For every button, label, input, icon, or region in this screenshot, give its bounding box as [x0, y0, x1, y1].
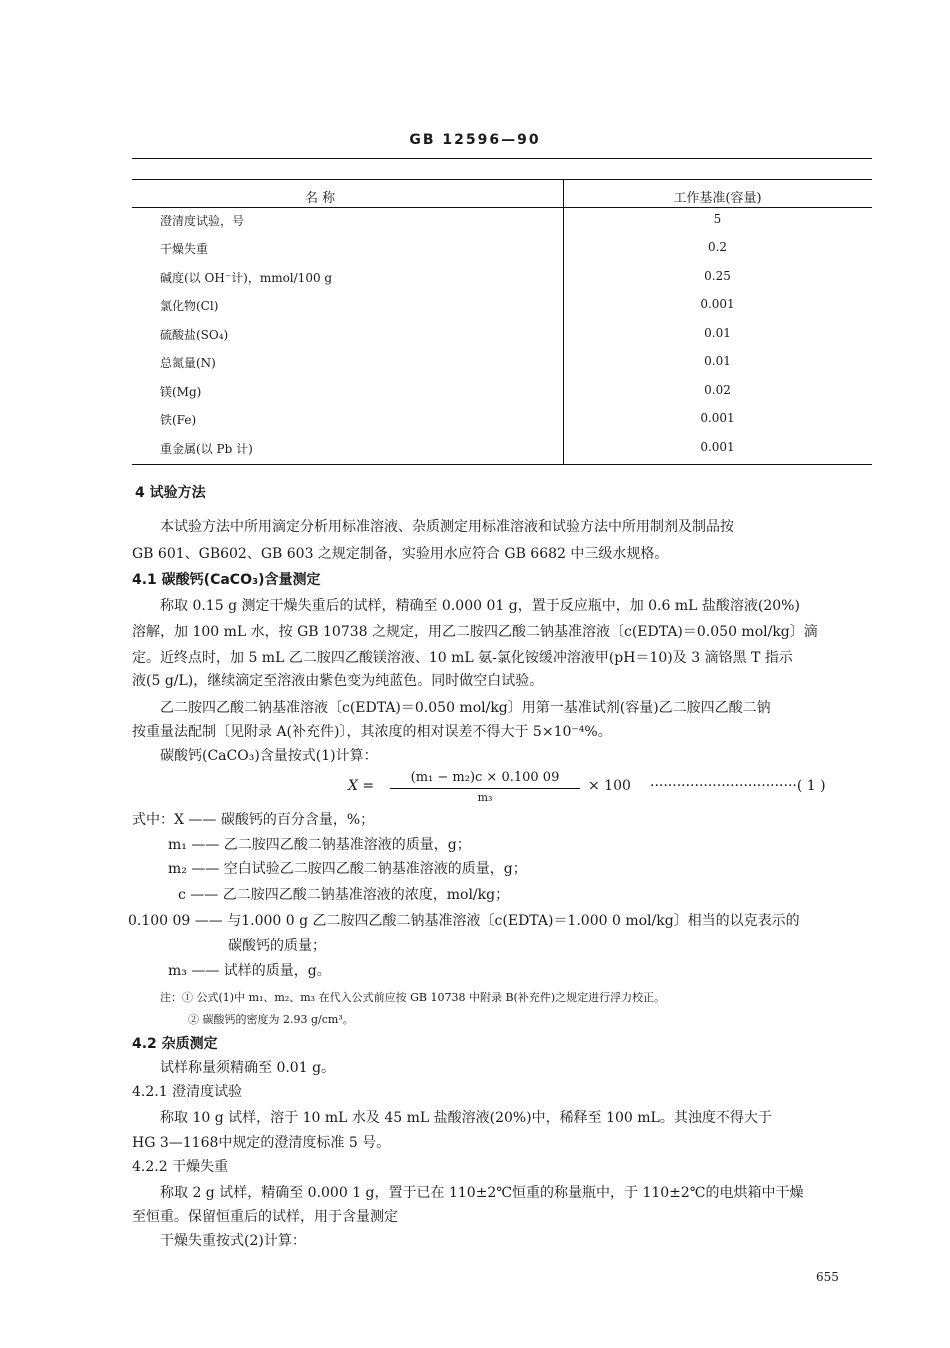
paragraph-line: 称取 10 g 试样，溶于 10 mL 水及 45 mL 盐酸溶液(20%)中，稀释至 100 mL。其浊度不得大于 [160, 1110, 772, 1126]
paragraph-line: 称取 2 g 试样，精确至 0.000 1 g，置于已在 110±2℃恒重的称量瓶中，于 110±2℃的电烘箱中干燥 [160, 1185, 804, 1201]
formula-lhs: X = [348, 778, 375, 794]
row-value: 0.01 [704, 326, 731, 340]
row-name: 重金属(以 Pb 计) [160, 442, 253, 456]
paragraph-line: 乙二胺四乙酸二钠基准溶液〔c(EDTA)＝0.050 mol/kg〕用第一基准试剂(容量)乙二胺四乙酸二钠 [160, 700, 771, 716]
paragraph-line: 干燥失重按式(2)计算： [160, 1233, 306, 1249]
row-name: 总氮量(N) [160, 356, 216, 370]
paragraph-line: HG 3—1168中规定的澄清度标准 5 号。 [132, 1135, 391, 1151]
section-4-2-1-heading: 4.2.1 澄清度试验 [132, 1084, 243, 1100]
formula-numerator: (m₁ − m₂)c × 0.100 09 [390, 770, 580, 789]
section-4-1-heading: 4.1 碳酸钙(CaCO₃)含量测定 [132, 572, 321, 588]
section-4-2-2-heading: 4.2.2 干燥失重 [132, 1159, 229, 1175]
table-header-name: 名 称 [305, 191, 336, 206]
page-number: 655 [816, 1270, 839, 1284]
row-value: 0.001 [700, 297, 735, 311]
row-name: 碱度(以 OH⁻计)，mmol/100 g [160, 271, 333, 285]
section-4-heading: 4 试验方法 [135, 485, 206, 501]
row-value: 0.001 [700, 440, 735, 454]
paragraph-line: 至恒重。保留恒重后的试样，用于含量测定 [132, 1209, 398, 1225]
paragraph-line: 试样称量须精确至 0.01 g。 [160, 1060, 336, 1076]
definition-m3: m₃ —— 试样的质量，g。 [168, 963, 331, 979]
row-value: 0.01 [704, 354, 731, 368]
definition-x: 式中：X —— 碳酸钙的百分含量，%； [132, 812, 375, 828]
section-4-paragraph-line: GB 601、GB602、GB 603 之规定制备，实验用水应符合 GB 6682 中三级水规格。 [132, 546, 669, 562]
row-name: 澄清度试验，号 [160, 214, 245, 228]
formula-fraction [390, 770, 580, 804]
header-rule [132, 158, 872, 159]
standard-header: GB 12596—90 [409, 132, 541, 148]
table-header-rule [132, 207, 872, 208]
row-value: 0.2 [707, 240, 728, 254]
row-name: 氯化物(Cl) [160, 299, 219, 313]
row-name: 干燥失重 [160, 242, 209, 256]
row-name: 铁(Fe) [160, 413, 197, 427]
section-4-2-heading: 4.2 杂质测定 [132, 1036, 218, 1052]
definition-constant-cont: 碳酸钙的质量； [228, 938, 326, 954]
row-value: 0.02 [704, 383, 731, 397]
note-2: ② 碳酸钙的密度为 2.93 g/cm³。 [188, 1013, 354, 1026]
formula-rhs: × 100 [588, 778, 631, 794]
section-4-paragraph-line: 本试验方法中所用滴定分析用标准溶液、杂质测定用标准溶液和试验方法中所用制剂及制品按 [160, 519, 734, 535]
formula-number: ·································( 1 ) [650, 778, 826, 794]
row-value: 0.25 [704, 269, 731, 283]
paragraph-line: 称取 0.15 g 测定干燥失重后的试样，精确至 0.000 01 g，置于反应瓶中，加 0.6 mL 盐酸溶液(20%) [160, 598, 800, 614]
paragraph-line: 液(5 g/L)，继续滴定至溶液由紫色变为纯蓝色。同时做空白试验。 [132, 673, 544, 689]
table-top-rule [132, 179, 872, 180]
definition-m2: m₂ —— 空白试验乙二胺四乙酸二钠基准溶液的质量，g； [168, 861, 527, 877]
definition-m1: m₁ —— 乙二胺四乙酸二钠基准溶液的质量，g； [168, 837, 471, 853]
table-bottom-rule [132, 464, 872, 465]
row-name: 镁(Mg) [160, 385, 202, 399]
definition-c: c —— 乙二胺四乙酸二钠基准溶液的浓度，mol/kg； [178, 887, 510, 903]
table-header-value: 工作基准(容量) [673, 191, 762, 206]
row-value: 0.001 [700, 411, 735, 425]
row-name: 硫酸盐(SO₄) [160, 328, 229, 342]
paragraph-line: 溶解，加 100 mL 水，按 GB 10738 之规定，用乙二胺四乙酸二钠基准溶液〔c(EDTA)＝0.050 mol/kg〕滴 [132, 624, 818, 640]
paragraph-line: 按重量法配制〔见附录 A(补充件)〕，其浓度的相对误差不得大于 5×10⁻⁴%。 [132, 724, 612, 740]
formula-denominator: m₃ [477, 791, 493, 804]
definition-constant: 0.100 09 —— 与1.000 0 g 乙二胺四乙酸二钠基准溶液〔c(EDTA)＝1.000 0 mol/kg〕相当的以克表示的 [128, 913, 800, 929]
row-value: 5 [713, 212, 722, 226]
note-1: 注：① 公式(1)中 m₁、m₂、m₃ 在代入公式前应按 GB 10738 中附录 B(补充件)之规定进行浮力校正。 [160, 991, 666, 1004]
paragraph-line: 碳酸钙(CaCO₃)含量按式(1)计算： [160, 748, 378, 764]
paragraph-line: 定。近终点时，加 5 mL 乙二胺四乙酸镁溶液、10 mL 氨-氯化铵缓冲溶液甲(pH＝10)及 3 滴铬黑 T 指示 [132, 650, 793, 666]
